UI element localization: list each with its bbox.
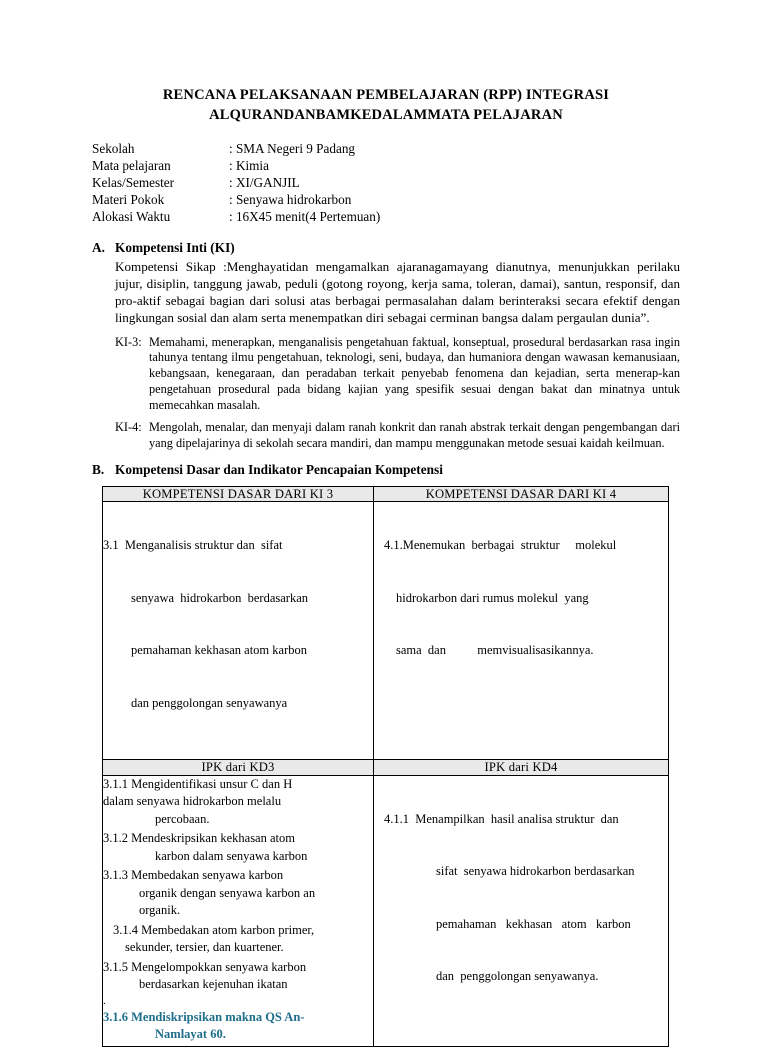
ipk-header-kd3: IPK dari KD3 <box>103 760 374 775</box>
section-b-title: Kompetensi Dasar dan Indikator Pencapaian Kompetensi <box>115 461 443 477</box>
identity-value: : Senyawa hidrokarbon <box>229 191 352 207</box>
kd-cell-ki4 <box>374 502 669 760</box>
identity-value: : XI/GANJIL <box>229 174 300 190</box>
kd-ipk-table-wrapper <box>92 486 680 1047</box>
list-item <box>103 867 373 920</box>
identity-value: : Kimia <box>229 158 269 174</box>
section-a-title: Kompetensi Inti (KI) <box>115 239 235 255</box>
identity-row-sekolah <box>92 141 680 158</box>
ki-3-tag: KI-3: <box>115 334 142 349</box>
ipk-line: organik. <box>139 903 181 918</box>
ipk-line: sekunder, tersier, dan kuartener. <box>125 940 284 955</box>
identity-label: Materi Pokok <box>92 191 165 207</box>
table-row-ipk-content <box>103 775 669 1046</box>
kd-ki4-text <box>374 502 668 695</box>
list-item <box>103 776 373 829</box>
kd-ki3-line: 3.1 Menganalisis struktur dan sifat <box>103 538 283 553</box>
ipk-line: dan penggolongan senyawanya. <box>436 969 599 984</box>
ipk-line: 4.1.1 Menampilkan hasil analisa struktur dan <box>384 811 619 826</box>
identity-label: Kelas/Semester <box>92 174 175 190</box>
identity-label: Mata pelajaran <box>92 158 171 174</box>
kd-cell-ki3 <box>103 502 374 760</box>
identity-label: Alokasi Waktu <box>92 208 171 224</box>
section-b-heading <box>92 462 680 478</box>
list-item <box>103 830 373 865</box>
section-a-letter: A. <box>92 239 105 255</box>
title-line-2: ALQURANDANBAMKEDALAMMATA PELAJARAN <box>209 106 563 123</box>
ipk-line: percobaan. <box>155 811 210 826</box>
ipk-line: 3.1.2 Mendeskripsikan kekhasan atom <box>103 831 295 846</box>
ipk-line: . <box>103 994 106 1007</box>
ipk-line: Namlayat 60. <box>155 1027 226 1042</box>
ipk-line: 3.1.3 Membedakan senyawa karbon <box>103 868 284 883</box>
section-a-heading <box>92 240 680 256</box>
kd-header-ki3: KOMPETENSI DASAR DARI KI 3 <box>103 486 374 501</box>
ipk-line: berdasarkan kejenuhan ikatan <box>139 977 288 992</box>
ipk-cell-kd3 <box>103 775 374 1046</box>
table-row-ipk-headers <box>103 760 669 775</box>
ki-3-item <box>115 335 680 414</box>
kd-ki3-line: senyawa hidrokarbon berdasarkan <box>131 590 309 605</box>
ipk-line: organik dengan senyawa karbon an <box>139 885 316 900</box>
ipk-line: 3.1.6 Mendiskripsikan makna QS An- <box>103 1009 305 1024</box>
ki-4-item <box>115 420 680 451</box>
identity-value: : SMA Negeri 9 Padang <box>229 141 356 157</box>
identity-row-mata-pelajaran <box>92 158 680 175</box>
section-kompetensi-dasar <box>92 462 680 1047</box>
ki-3-text: Memahami, menerapkan, menganalisis pengetahuan faktual, konseptual, prosedural berdasarkan rasa ingin tahunya tentang ilmu pengetahuan, teknologi, seni, budaya, dan humaniora dengan wawasan kemanusiaan, kebangsaan, kenegaraan, dan peradaban terkait penyebab fenomena dan kejadian, serta menerap-kan pengetahuan prosedural pada bidang kajian yang spesifik sesuai dengan bakat dan minatnya untuk memecahkan masalah. <box>149 334 680 412</box>
ipk-line: dalam senyawa hidrokarbon melalu <box>103 794 282 809</box>
title-line-1: RENCANA PELAKSANAAN PEMBELAJARAN (RPP) INTEGRASI <box>162 87 610 103</box>
ipk-line: pemahaman kekhasan atom karbon <box>436 916 631 931</box>
section-a-body <box>92 258 680 452</box>
ipk-line: 3.1.4 Membedakan atom karbon primer, <box>113 922 315 937</box>
table-row-kd-headers <box>103 486 669 501</box>
kd-ipk-table <box>102 486 669 1047</box>
ipk-header-kd4: IPK dari KD4 <box>374 760 669 775</box>
kd-ki4-line: sama dan memvisualisasikannya. <box>396 643 594 658</box>
list-item <box>103 959 373 994</box>
list-item-separator-dot <box>103 996 373 1007</box>
kompetensi-sikap-paragraph: Kompetensi Sikap :Menghayatidan mengamalkan ajaranagamayang dianutnya, menunjukkan perilaku jujur, disiplin, tanggung jawab, peduli (gotong royong, kerja sama, toleran, damai), santun, responsif, dan pro-aktif sebagai bagian dari solusi atas berbagai permasalahan dalam berinteraksi secara efektif dengan lingkungan sosial dan alam serta menempatkan diri sebagai cerminan bangsa dalam pergaulan dunia”. <box>115 258 680 325</box>
ki-4-text: Mengolah, menalar, dan menyaji dalam ranah konkrit dan ranah abstrak terkait dengan pengembangan dari yang dipelajarinya di sekolah secara mandiri, dan mampu menggunakan metode sesuai kaidah keilmuan. <box>149 420 680 451</box>
ipk-line: karbon dalam senyawa karbon <box>155 848 308 863</box>
ki-4-tag: KI-4: <box>115 420 142 435</box>
identity-row-alokasi-waktu <box>92 209 680 226</box>
list-item-quran-reference <box>103 1009 373 1044</box>
ipk-cell-kd4 <box>374 775 669 1046</box>
ipk-line: sifat senyawa hidrokarbon berdasarkan <box>436 864 635 879</box>
kd-ki3-text <box>103 502 373 747</box>
identity-row-kelas-semester <box>92 175 680 192</box>
identity-row-materi-pokok <box>92 192 680 209</box>
ipk-line: 3.1.1 Mengidentifikasi unsur C dan H <box>103 776 293 791</box>
kd-header-ki4: KOMPETENSI DASAR DARI KI 4 <box>374 486 669 501</box>
kd-ki4-line: hidrokarbon dari rumus molekul yang <box>396 590 589 605</box>
kd-ki3-line: pemahaman kekhasan atom karbon <box>131 643 307 658</box>
page-title <box>92 86 680 125</box>
table-row-kd-content <box>103 502 669 760</box>
ipk-line: 3.1.5 Mengelompokkan senyawa karbon <box>103 959 307 974</box>
identity-block <box>92 141 680 225</box>
identity-label: Sekolah <box>92 141 135 157</box>
ipk-kd4-text <box>374 776 668 1021</box>
section-b-letter: B. <box>92 461 105 477</box>
kd-ki3-line: dan penggolongan senyawanya <box>131 695 288 710</box>
section-kompetensi-inti <box>92 240 680 452</box>
identity-value: : 16X45 menit(4 Pertemuan) <box>229 208 381 224</box>
list-item <box>103 922 373 957</box>
kd-ki4-line: 4.1.Menemukan berbagai struktur molekul <box>384 538 617 553</box>
